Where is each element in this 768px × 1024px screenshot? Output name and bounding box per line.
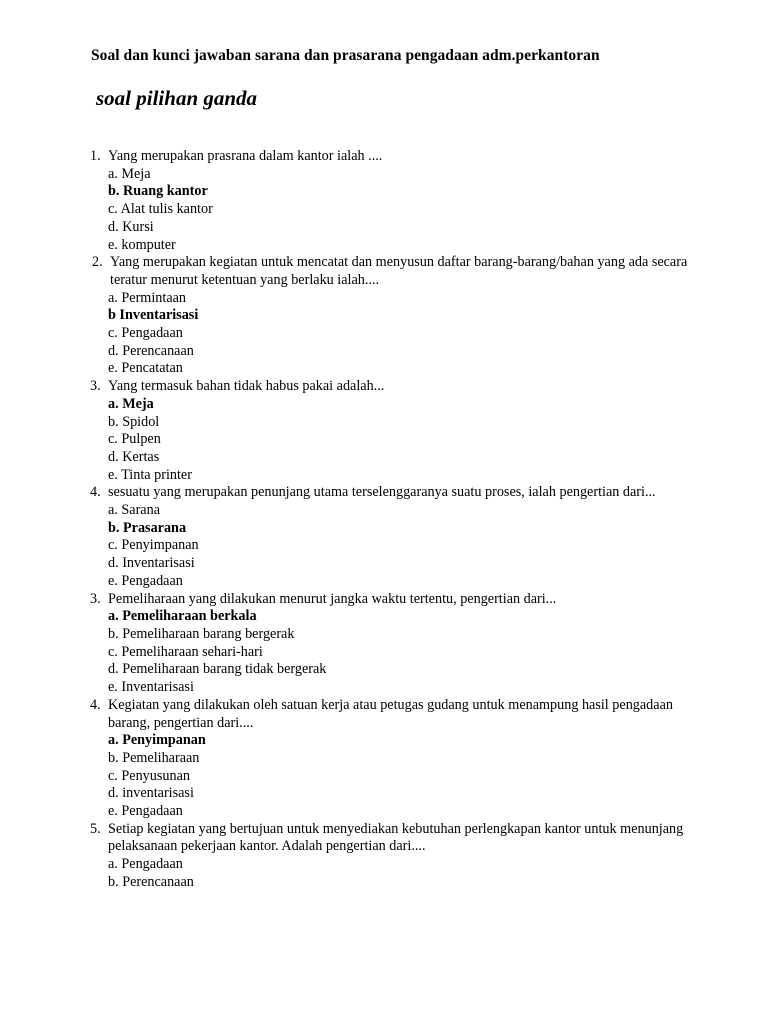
question-number: 4. — [90, 484, 101, 501]
question-item — [90, 378, 690, 484]
answer-option: c. Pemeliharaan sehari-hari — [108, 643, 263, 660]
answer-option: e. Tinta printer — [108, 466, 192, 483]
question-number: 3. — [90, 590, 101, 607]
document-title: Soal dan kunci jawaban sarana dan prasarana pengadaan adm.perkantoran — [91, 47, 600, 64]
answer-option-correct: b. Ruang kantor — [108, 183, 208, 200]
answer-option-correct: a. Meja — [108, 395, 154, 412]
answer-option: e. Inventarisasi — [108, 679, 194, 696]
question-text: Yang merupakan kegiatan untuk mencatat dan menyusun daftar barang-barang/bahan yang ada secara teratur menurut ketentuan yang berlaku ialah.... — [110, 254, 688, 288]
answer-option: e. Pengadaan — [108, 803, 183, 820]
answer-option: b. Perencanaan — [108, 873, 194, 890]
answer-option: a. Pengadaan — [108, 856, 183, 873]
question-item — [90, 821, 690, 892]
answer-option: c. Penyusunan — [108, 767, 190, 784]
answer-option: c. Pulpen — [108, 431, 161, 448]
answer-option: a. Meja — [108, 165, 151, 182]
answer-option: d. inventarisasi — [108, 785, 194, 802]
answer-option: d. Perencanaan — [108, 342, 194, 359]
answer-option: a. Permintaan — [108, 289, 187, 306]
answer-option-correct: a. Penyimpanan — [108, 732, 206, 749]
answer-option: e. Pencatatan — [108, 360, 183, 377]
question-text: Yang termasuk bahan tidak habus pakai adalah... — [108, 378, 385, 395]
answer-option: a. Sarana — [108, 502, 160, 519]
answer-options — [90, 732, 690, 821]
answer-option: b. Pemeliharaan — [108, 749, 200, 766]
answer-option: d. Inventarisasi — [108, 555, 195, 572]
section-title: soal pilihan ganda — [96, 86, 258, 110]
question-list — [90, 148, 690, 892]
answer-options — [90, 290, 690, 379]
question-number: 4. — [90, 696, 101, 713]
question-text: Kegiatan yang dilakukan oleh satuan kerja atau petugas gudang untuk menampung hasil pengadaan barang, pengertian dari.... — [108, 696, 673, 731]
question-text: sesuatu yang merupakan penunjang utama terselenggaranya suatu proses, ialah pengertian dari... — [108, 484, 656, 501]
answer-option-correct: b Inventarisasi — [108, 307, 199, 324]
question-number: 1. — [90, 148, 101, 164]
question-item — [90, 254, 690, 378]
answer-option: e. Pengadaan — [108, 572, 183, 589]
question-item — [90, 484, 690, 590]
answer-option: d. Kertas — [108, 448, 160, 465]
question-text: Yang merupakan prasrana dalam kantor ialah .... — [108, 148, 383, 164]
question-item — [90, 591, 690, 697]
question-item — [90, 697, 690, 821]
answer-options — [90, 166, 690, 255]
question-text: Pemeliharaan yang dilakukan menurut jangka waktu tertentu, pengertian dari... — [108, 590, 557, 607]
answer-options — [90, 396, 690, 485]
question-number: 5. — [90, 820, 101, 837]
question-number: 2. — [92, 254, 103, 271]
answer-option: c. Alat tulis kantor — [108, 201, 213, 218]
answer-option: d. Pemeliharaan barang tidak bergerak — [108, 661, 327, 678]
answer-options — [90, 856, 690, 891]
answer-option: d. Kursi — [108, 218, 154, 235]
answer-options — [90, 502, 690, 591]
answer-option: e. komputer — [108, 236, 176, 253]
answer-options — [90, 608, 690, 697]
answer-option: b. Spidol — [108, 413, 160, 430]
answer-option: c. Penyimpanan — [108, 537, 199, 554]
answer-option: b. Pemeliharaan barang bergerak — [108, 625, 295, 642]
question-text: Setiap kegiatan yang bertujuan untuk menyediakan kebutuhan perlengkapan kantor untuk menunjang pelaksanaan pekerjaan kantor. Adalah pengertian dari.... — [108, 820, 684, 855]
answer-option-correct: b. Prasarana — [108, 519, 187, 536]
question-item — [90, 148, 690, 254]
answer-option-correct: a. Pemeliharaan berkala — [108, 608, 257, 625]
answer-option: c. Pengadaan — [108, 325, 183, 342]
question-number: 3. — [90, 378, 101, 395]
